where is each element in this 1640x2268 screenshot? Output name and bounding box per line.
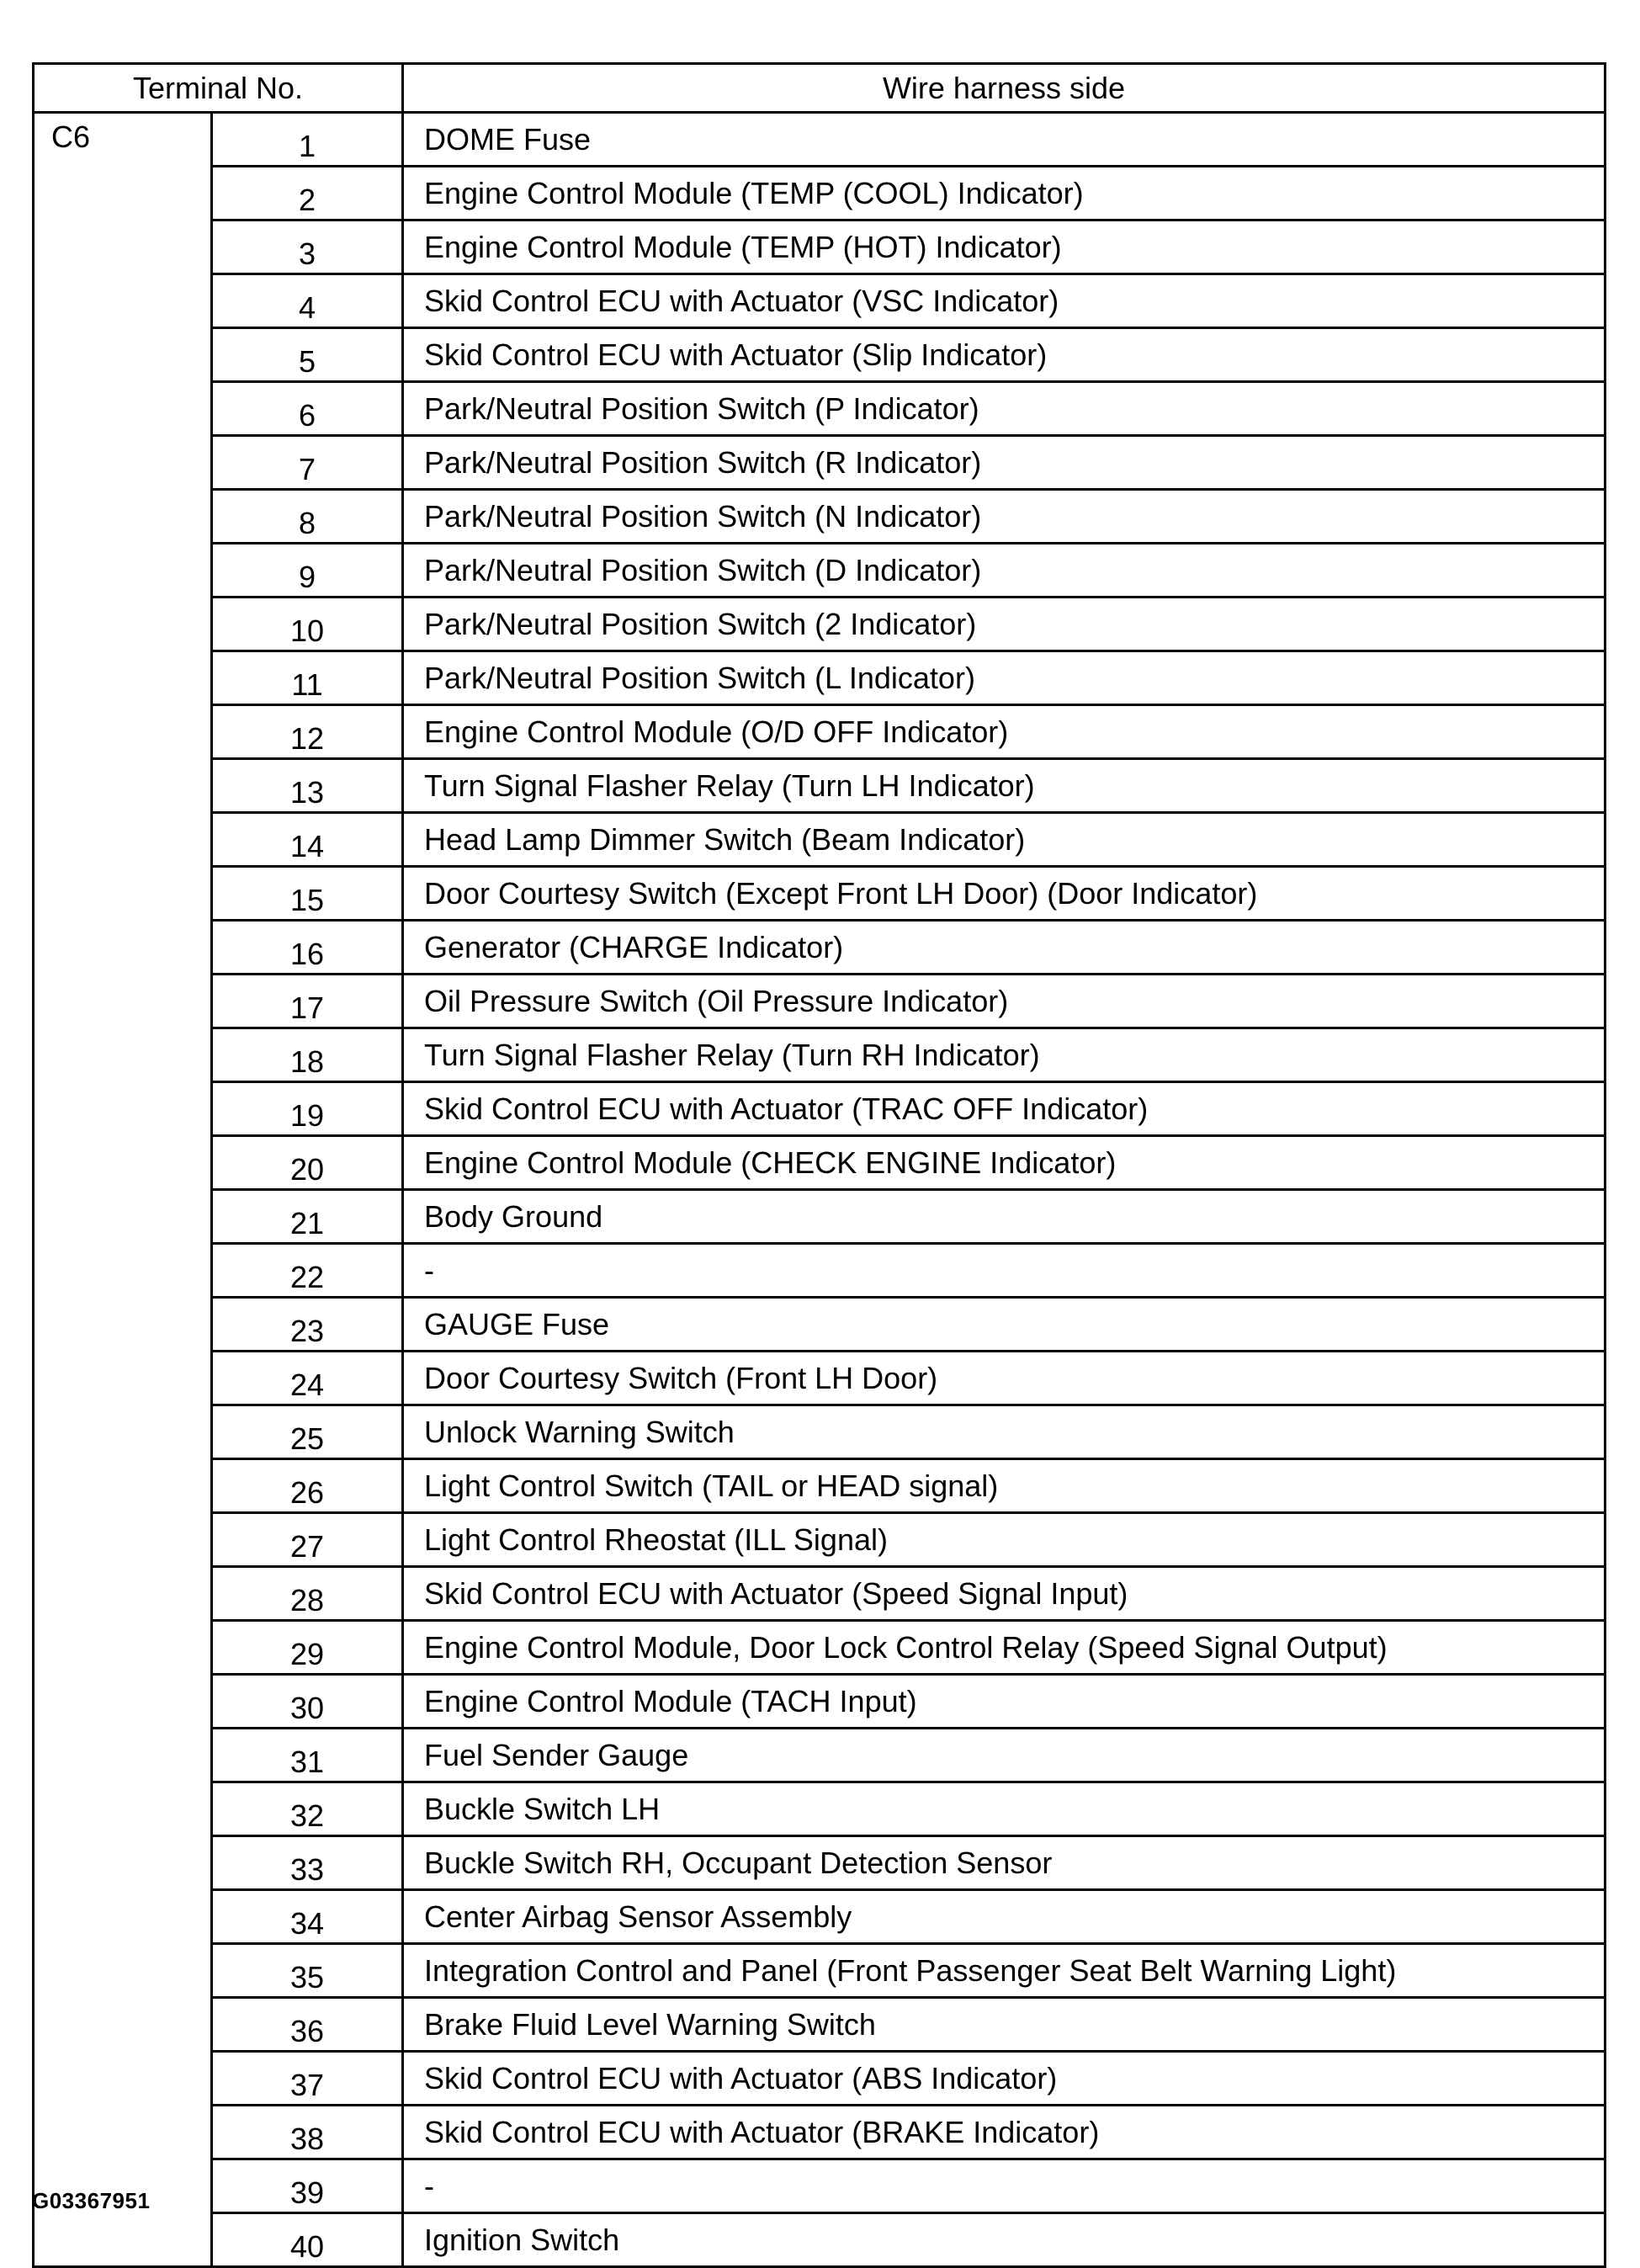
terminal-table	[32, 62, 1606, 2268]
wire-harness-description: Engine Control Module, Door Lock Control Relay (Speed Signal Output)	[403, 1621, 1606, 1675]
table-row	[34, 813, 1606, 867]
header-wire-harness-side: Wire harness side	[403, 64, 1606, 113]
terminal-number: 3	[212, 220, 403, 274]
table-row	[34, 1621, 1606, 1675]
terminal-number: 18	[212, 1028, 403, 1082]
wire-harness-description: Oil Pressure Switch (Oil Pressure Indicator)	[403, 975, 1606, 1028]
table-row	[34, 544, 1606, 598]
terminal-number: 19	[212, 1082, 403, 1136]
wire-harness-description: Park/Neutral Position Switch (L Indicator)	[403, 651, 1606, 705]
terminal-number: 10	[212, 598, 403, 651]
wire-harness-description: Engine Control Module (TACH Input)	[403, 1675, 1606, 1729]
table-row	[34, 113, 1606, 167]
table-row	[34, 2106, 1606, 2159]
terminal-number: 6	[212, 382, 403, 436]
terminal-number: 11	[212, 651, 403, 705]
terminal-number: 40	[212, 2213, 403, 2267]
table-row	[34, 1836, 1606, 1890]
terminal-number: 17	[212, 975, 403, 1028]
terminal-number: 31	[212, 1729, 403, 1782]
wire-harness-description: Turn Signal Flasher Relay (Turn LH Indicator)	[403, 759, 1606, 813]
wire-harness-description: Park/Neutral Position Switch (2 Indicator)	[403, 598, 1606, 651]
terminal-number: 2	[212, 167, 403, 220]
terminal-number: 24	[212, 1352, 403, 1405]
terminal-number: 7	[212, 436, 403, 490]
table-row	[34, 1190, 1606, 1244]
terminal-table-container	[32, 62, 1606, 2268]
wire-harness-description: Skid Control ECU with Actuator (TRAC OFF Indicator)	[403, 1082, 1606, 1136]
terminal-number: 30	[212, 1675, 403, 1729]
header-terminal-no: Terminal No.	[34, 64, 403, 113]
wire-harness-description: Skid Control ECU with Actuator (ABS Indicator)	[403, 2052, 1606, 2106]
wire-harness-description: DOME Fuse	[403, 113, 1606, 167]
terminal-number: 26	[212, 1459, 403, 1513]
wire-harness-description: Park/Neutral Position Switch (P Indicator)	[403, 382, 1606, 436]
table-row	[34, 651, 1606, 705]
table-row	[34, 2052, 1606, 2106]
terminal-number: 36	[212, 1998, 403, 2052]
wire-harness-description: Buckle Switch LH	[403, 1782, 1606, 1836]
terminal-number: 22	[212, 1244, 403, 1298]
table-row	[34, 1513, 1606, 1567]
table-row	[34, 1136, 1606, 1190]
terminal-number: 38	[212, 2106, 403, 2159]
wire-harness-description: Body Ground	[403, 1190, 1606, 1244]
wire-harness-description: Engine Control Module (TEMP (HOT) Indicator)	[403, 220, 1606, 274]
table-row	[34, 1028, 1606, 1082]
table-row	[34, 1567, 1606, 1621]
wire-harness-description: Integration Control and Panel (Front Passenger Seat Belt Warning Light)	[403, 1944, 1606, 1998]
table-row	[34, 598, 1606, 651]
wire-harness-description: Door Courtesy Switch (Except Front LH Door) (Door Indicator)	[403, 867, 1606, 921]
terminal-number: 12	[212, 705, 403, 759]
wire-harness-description: Buckle Switch RH, Occupant Detection Sensor	[403, 1836, 1606, 1890]
terminal-number: 37	[212, 2052, 403, 2106]
terminal-number: 25	[212, 1405, 403, 1459]
terminal-number: 32	[212, 1782, 403, 1836]
wire-harness-description: -	[403, 1244, 1606, 1298]
wire-harness-description: Engine Control Module (CHECK ENGINE Indicator)	[403, 1136, 1606, 1190]
table-row	[34, 382, 1606, 436]
wire-harness-description: Skid Control ECU with Actuator (BRAKE Indicator)	[403, 2106, 1606, 2159]
table-row	[34, 220, 1606, 274]
terminal-number: 34	[212, 1890, 403, 1944]
terminal-number: 33	[212, 1836, 403, 1890]
terminal-number: 21	[212, 1190, 403, 1244]
table-row	[34, 1298, 1606, 1352]
table-row	[34, 867, 1606, 921]
terminal-number: 9	[212, 544, 403, 598]
wire-harness-description: Skid Control ECU with Actuator (VSC Indicator)	[403, 274, 1606, 328]
figure-id: G03367951	[32, 2188, 151, 2213]
table-row	[34, 490, 1606, 544]
wire-harness-description: Center Airbag Sensor Assembly	[403, 1890, 1606, 1944]
wire-harness-description: Skid Control ECU with Actuator (Speed Signal Input)	[403, 1567, 1606, 1621]
table-header-row	[34, 64, 1606, 113]
table-row	[34, 1890, 1606, 1944]
table-row	[34, 1082, 1606, 1136]
wire-harness-description: Head Lamp Dimmer Switch (Beam Indicator)	[403, 813, 1606, 867]
table-row	[34, 1352, 1606, 1405]
wire-harness-description: Park/Neutral Position Switch (N Indicator)	[403, 490, 1606, 544]
terminal-number: 14	[212, 813, 403, 867]
terminal-number: 15	[212, 867, 403, 921]
table-row	[34, 975, 1606, 1028]
table-row	[34, 2159, 1606, 2213]
table-row	[34, 1944, 1606, 1998]
table-row	[34, 1244, 1606, 1298]
wire-harness-description: Generator (CHARGE Indicator)	[403, 921, 1606, 975]
wire-harness-description: Light Control Rheostat (ILL Signal)	[403, 1513, 1606, 1567]
table-row	[34, 1782, 1606, 1836]
wire-harness-description: Ignition Switch	[403, 2213, 1606, 2267]
terminal-number: 27	[212, 1513, 403, 1567]
table-row	[34, 2213, 1606, 2267]
table-row	[34, 1729, 1606, 1782]
wire-harness-description: Turn Signal Flasher Relay (Turn RH Indicator)	[403, 1028, 1606, 1082]
table-row	[34, 328, 1606, 382]
terminal-number: 4	[212, 274, 403, 328]
terminal-number: 29	[212, 1621, 403, 1675]
wire-harness-description: Brake Fluid Level Warning Switch	[403, 1998, 1606, 2052]
table-body	[34, 113, 1606, 2267]
wire-harness-description: Engine Control Module (O/D OFF Indicator)	[403, 705, 1606, 759]
terminal-number: 23	[212, 1298, 403, 1352]
table-row	[34, 167, 1606, 220]
wire-harness-description: Skid Control ECU with Actuator (Slip Indicator)	[403, 328, 1606, 382]
table-row	[34, 1675, 1606, 1729]
terminal-number: 39	[212, 2159, 403, 2213]
wire-harness-description: Fuel Sender Gauge	[403, 1729, 1606, 1782]
table-row	[34, 759, 1606, 813]
table-row	[34, 436, 1606, 490]
wire-harness-description: Unlock Warning Switch	[403, 1405, 1606, 1459]
terminal-number: 28	[212, 1567, 403, 1621]
wire-harness-description: Park/Neutral Position Switch (R Indicator)	[403, 436, 1606, 490]
table-row	[34, 1998, 1606, 2052]
table-row	[34, 705, 1606, 759]
table-row	[34, 921, 1606, 975]
wire-harness-description: Engine Control Module (TEMP (COOL) Indicator)	[403, 167, 1606, 220]
terminal-number: 5	[212, 328, 403, 382]
wire-harness-description: -	[403, 2159, 1606, 2213]
wire-harness-description: Light Control Switch (TAIL or HEAD signal)	[403, 1459, 1606, 1513]
table-row	[34, 1459, 1606, 1513]
terminal-number: 8	[212, 490, 403, 544]
terminal-number: 16	[212, 921, 403, 975]
terminal-number: 1	[212, 113, 403, 167]
wire-harness-description: GAUGE Fuse	[403, 1298, 1606, 1352]
table-row	[34, 1405, 1606, 1459]
terminal-number: 20	[212, 1136, 403, 1190]
wire-harness-description: Park/Neutral Position Switch (D Indicator)	[403, 544, 1606, 598]
terminal-number: 13	[212, 759, 403, 813]
terminal-number: 35	[212, 1944, 403, 1998]
wire-harness-description: Door Courtesy Switch (Front LH Door)	[403, 1352, 1606, 1405]
table-row	[34, 274, 1606, 328]
connector-label: C6	[34, 113, 212, 2267]
